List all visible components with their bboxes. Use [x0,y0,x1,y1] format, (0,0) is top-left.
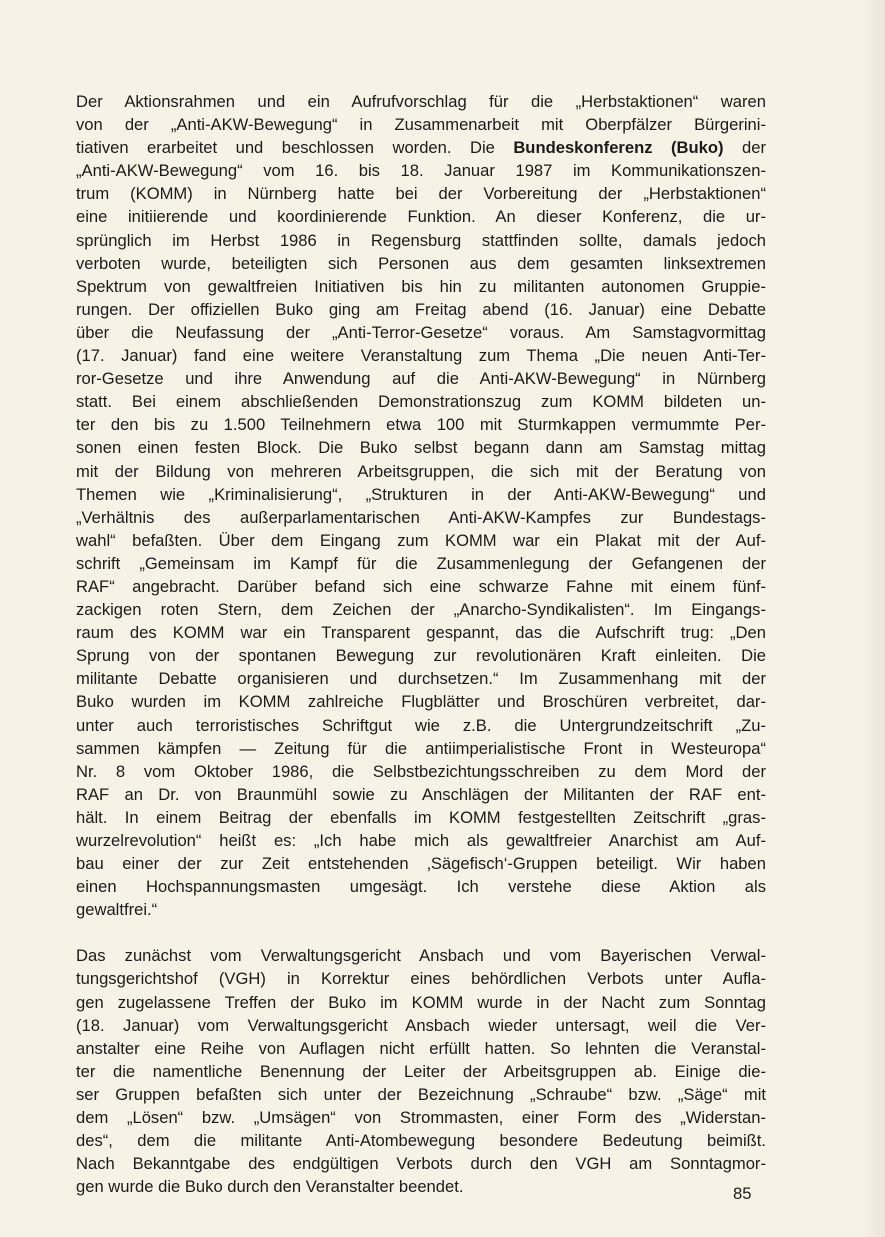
text-line [76,737,766,760]
text-segment: hält. In einem Beitrag der ebenfalls im KOMM festgestellten Zeitschrift „gras- [76,807,766,827]
page-number: 85 [733,1184,752,1203]
text-line [76,159,766,182]
text-line [76,229,766,252]
text-segment: Spektrum von gewaltfreien Initiativen bis hin zu militanten autonomen Gruppie- [76,276,766,296]
text-segment: Buko wurden im KOMM zahlreiche Flugblätter und Broschüren verbreitet, dar- [76,692,766,712]
text-line [76,413,766,436]
text-line [76,460,766,483]
text-segment: schrift „Gemeinsam im Kampf für die Zusammenlegung der Gefangenen der [76,553,766,573]
text-line [76,1106,766,1129]
text-line [76,1083,766,1106]
text-line [76,275,766,298]
page-edge-shadow [863,0,885,1237]
text-line [76,1037,766,1060]
text-segment: von der „Anti-AKW-Bewegung“ in Zusammenarbeit mit Oberpfälzer Bürgerini- [76,115,766,135]
text-segment: RAF an Dr. von Braunmühl sowie zu Anschlägen der Militanten der RAF ent- [76,784,766,804]
text-line [76,436,766,459]
text-segment: mit der Bildung von mehreren Arbeitsgruppen, die sich mit der Beratung von [76,461,766,481]
text-line [76,321,766,344]
text-line [76,344,766,367]
text-line [76,506,766,529]
text-segment: tungsgerichtshof (VGH) in Korrektur eines behördlichen Verbots unter Aufla- [76,969,766,989]
text-segment: Sprung von der spontanen Bewegung zur revolutionären Kraft einleiten. Die [76,646,766,666]
text-segment: ter den bis zu 1.500 Teilnehmern etwa 100 mit Sturmkappen vermummte Per- [76,415,766,435]
text-segment: Nach Bekanntgabe des endgültigen Verbots durch den VGH am Sonntagmor- [76,1154,766,1174]
text-segment: tiativen erarbeitet und beschlossen worden. Die [76,138,514,158]
text-segment: über die Neufassung der „Anti-Terror-Gesetze“ voraus. Am Samstagvormittag [76,322,766,342]
text-line [76,991,766,1014]
text-line [76,390,766,413]
text-line [76,621,766,644]
paragraph [76,90,766,921]
text-line [76,1060,766,1083]
text-line [76,667,766,690]
text-segment: zackigen roten Stern, dem Zeichen der „Anarcho-Syndikalisten“. Im Eingangs- [76,600,766,620]
text-line [76,252,766,275]
text-segment: sammen kämpfen — Zeitung für die antiimperialistische Front in Westeuropa“ [76,738,766,758]
text-line [76,90,766,113]
paragraph [76,944,766,1198]
text-segment: des“, dem die militante Anti-Atombewegung besondere Bedeutung beimißt. [76,1131,766,1151]
text-line [76,598,766,621]
text-segment: sonen einen festen Block. Die Buko selbst begann dann am Samstag mittag [76,438,766,458]
text-line [76,182,766,205]
text-line [76,367,766,390]
text-segment: Das zunächst vom Verwaltungsgericht Ansbach und vom Bayerischen Verwal- [76,946,766,966]
text-segment: ror-Gesetze und ihre Anwendung auf die Anti-AKW-Bewegung“ in Nürnberg [76,369,766,389]
text-segment: sprünglich im Herbst 1986 in Regensburg stattfinden sollte, damals jedoch [76,230,766,250]
text-segment: ter die namentliche Benennung der Leiter der Arbeitsgruppen ab. Einige die- [76,1061,766,1081]
text-segment: gen zugelassene Treffen der Buko im KOMM wurde in der Nacht zum Sonntag [76,992,766,1012]
text-line [76,806,766,829]
text-line [76,1014,766,1037]
text-line [76,1152,766,1175]
text-segment: raum des KOMM war ein Transparent gespannt, das die Aufschrift trug: „Den [76,623,766,643]
text-line [76,1129,766,1152]
text-segment: unter auch terroristisches Schriftgut wie z.B. die Untergrundzeitschrift „Zu- [76,715,766,735]
text-segment: RAF“ angebracht. Darüber befand sich eine schwarze Fahne mit einem fünf- [76,576,766,596]
text-line [76,690,766,713]
text-line [76,136,766,159]
text-segment: eine initiierende und koordinierende Funktion. An dieser Konferenz, die ur- [76,207,766,227]
text-segment: Der Aktionsrahmen und ein Aufrufvorschlag für die „Herbstaktionen“ waren [76,92,766,111]
text-line [76,875,766,898]
text-segment: einen Hochspannungsmasten umgesägt. Ich verstehe diese Aktion als [76,877,766,897]
text-segment: wurzelrevolution“ heißt es: „Ich habe mich als gewaltfreier Anarchist am Auf- [76,831,766,850]
text-line [76,205,766,228]
text-segment: (17. Januar) fand eine weitere Veranstaltung zum Thema „Die neuen Anti-Ter- [76,346,766,366]
text-line [76,852,766,875]
text-line [76,644,766,667]
text-segment: (18. Januar) vom Verwaltungsgericht Ansbach wieder untersagt, weil die Ver- [76,1015,766,1035]
text-segment: verboten wurde, beteiligten sich Personen aus dem gesamten linksextremen [76,253,766,273]
text-segment: bau einer der zur Zeit entstehenden ‚Sägefisch‘-Gruppen beteiligt. Wir haben [76,854,766,874]
text-line [76,944,766,967]
text-line [76,483,766,506]
text-line [76,298,766,321]
text-segment: Nr. 8 vom Oktober 1986, die Selbstbezichtungsschreiben zu dem Mord der [76,761,766,781]
text-line [76,967,766,990]
text-segment: militante Debatte organisieren und durchsetzen.“ Im Zusammenhang mit der [76,669,766,689]
text-segment: wahl“ befaßten. Über dem Eingang zum KOMM war ein Plakat mit der Auf- [76,530,766,550]
text-segment: gen wurde die Buko durch den Veranstalter beendet. [76,1177,464,1197]
text-line [76,552,766,575]
text-line [76,783,766,806]
text-segment: statt. Bei einem abschließenden Demonstrationszug zum KOMM bildeten un- [76,392,766,412]
text-segment: trum (KOMM) in Nürnberg hatte bei der Vorbereitung der „Herbstaktionen“ [76,184,766,204]
text-segment: „Anti-AKW-Bewegung“ vom 16. bis 18. Januar 1987 im Kommunikationszen- [76,161,766,181]
text-segment: rungen. Der offiziellen Buko ging am Freitag abend (16. Januar) eine Debatte [76,299,766,319]
text-line [76,714,766,737]
text-segment: gewaltfrei.“ [76,900,158,920]
text-segment: Themen wie „Kriminalisierung“, „Strukturen in der Anti-AKW-Bewegung“ und [76,484,766,504]
text-segment: „Verhältnis des außerparlamentarischen Anti-AKW-Kampfes zur Bundestags- [76,507,766,527]
text-line [76,829,766,852]
text-line [76,113,766,136]
text-segment: anstalter eine Reihe von Auflagen nicht erfüllt hatten. So lehnten die Veranstal- [76,1038,766,1058]
text-segment: der [723,138,767,158]
body-text [76,90,766,1198]
text-line [76,1175,766,1198]
text-line [76,760,766,783]
text-line [76,898,766,921]
bold-term: Bundeskonferenz (Buko) [513,138,724,158]
text-segment: ser Gruppen befaßten sich unter der Bezeichnung „Schraube“ bzw. „Säge“ mit [76,1084,766,1104]
text-line [76,575,766,598]
text-segment: dem „Lösen“ bzw. „Umsägen“ von Strommasten, einer Form des „Widerstan- [76,1108,766,1128]
text-line [76,529,766,552]
